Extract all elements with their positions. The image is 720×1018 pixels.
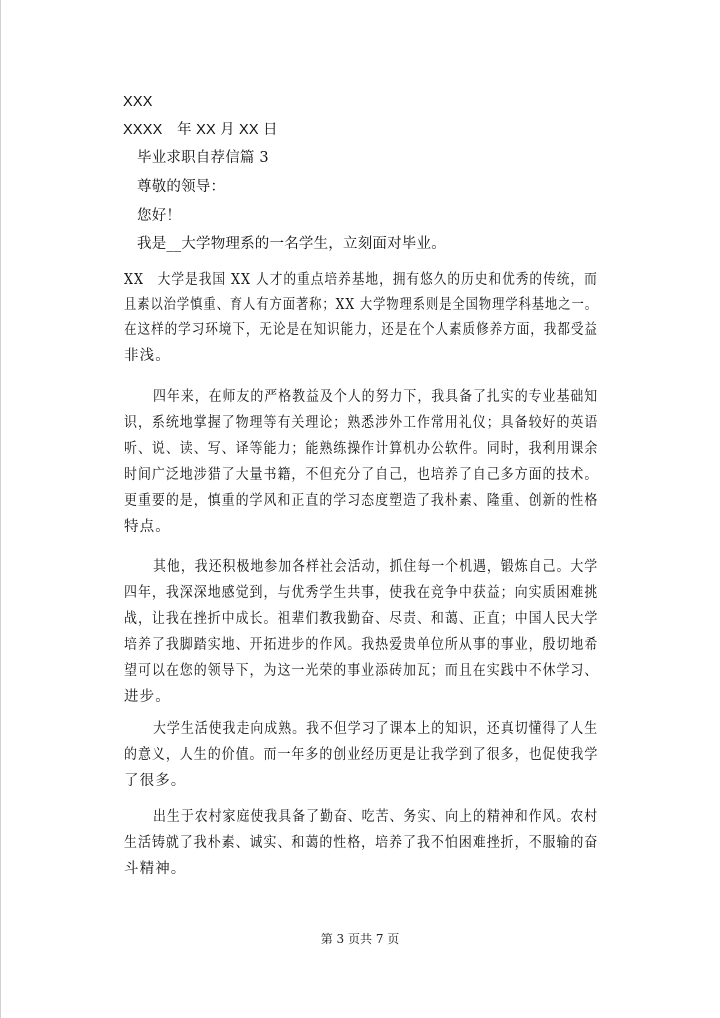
paragraph-line: 大学生活使我走向成熟。我不但学习了课本上的知识，还真切懂得了人生 [153, 721, 599, 737]
paragraph-line: 了很多。 [124, 773, 187, 789]
salutation: 尊敬的领导： [137, 179, 226, 195]
paragraph-line: 时间广泛地涉猎了大量书籍，不但充分了自己，也培养了自己多方面的技术。 [124, 467, 599, 483]
paragraph-line: 进步。 [124, 689, 171, 705]
paragraph-line: 斗精神。 [124, 861, 187, 877]
letter-date: XXXX 年 XX 月 XX 日 [123, 122, 278, 138]
sender-name: XXX [123, 94, 153, 110]
paragraph-line: 识，系统地掌握了物理等有关理论；熟悉涉外工作常用礼仪；具备较好的英语 [124, 415, 599, 431]
paragraph-line: 望可以在您的领导下，为这一光荣的事业添砖加瓦；而且在实践中不休学习、 [124, 663, 599, 679]
page-footer: 第 3 页共 7 页 [320, 932, 400, 946]
paragraph-line: 生活铸就了我朴素、诚实、和蔼的性格，培养了我不怕困难挫折，不服输的奋 [124, 835, 599, 851]
paragraph-line: 非浅。 [124, 348, 171, 364]
letter-title: 毕业求职自荐信篇 3 [137, 150, 269, 166]
greeting: 您好！ [137, 208, 182, 224]
paragraph-line: 四年来，在师友的严格教益及个人的努力下，我具备了扎实的专业基础知 [153, 389, 599, 405]
paragraph-line: 战，让我在挫折中成长。祖辈们教我勤奋、尽责、和蔼、正直；中国人民大学 [124, 611, 599, 627]
page-edge [0, 0, 1, 1018]
paragraph-line: 更重要的是，慎重的学风和正直的学习态度塑造了我朴素、隆重、创新的性格 [124, 493, 599, 509]
intro-line: 我是__大学物理系的一名学生，立刻面对毕业。 [137, 236, 446, 252]
paragraph-line: XX 大学是我国 XX 人才的重点培养基地，拥有悠久的历史和优秀的传统，而 [124, 272, 598, 288]
paragraph-line: 且素以治学慎重、育人有方面著称；XX 大学物理系则是全国物理学科基地之一。 [124, 297, 598, 313]
paragraph-line: 特点。 [124, 519, 171, 535]
paragraph-line: 培养了我脚踏实地、开拓进步的作风。我热爱贵单位所从事的事业，殷切地希 [124, 637, 599, 653]
paragraph-line: 在这样的学习环境下，无论是在知识能力，还是在个人素质修养方面，我都受益 [124, 322, 598, 338]
paragraph-line: 其他，我还积极地参加各样社会活动，抓住每一个机遇，锻炼自己。大学 [153, 559, 599, 575]
paragraph-line: 听、说、读、写、译等能力；能熟练操作计算机办公软件。同时，我利用课余 [124, 441, 599, 457]
paragraph-line: 四年，我深深地感觉到，与优秀学生共事，使我在竞争中获益；向实质困难挑 [124, 585, 599, 601]
paragraph-line: 的意义，人生的价值。而一年多的创业经历更是让我学到了很多，也促使我学 [124, 747, 599, 763]
paragraph-line: 出生于农村家庭使我具备了勤奋、吃苦、务实、向上的精神和作风。农村 [153, 809, 599, 825]
